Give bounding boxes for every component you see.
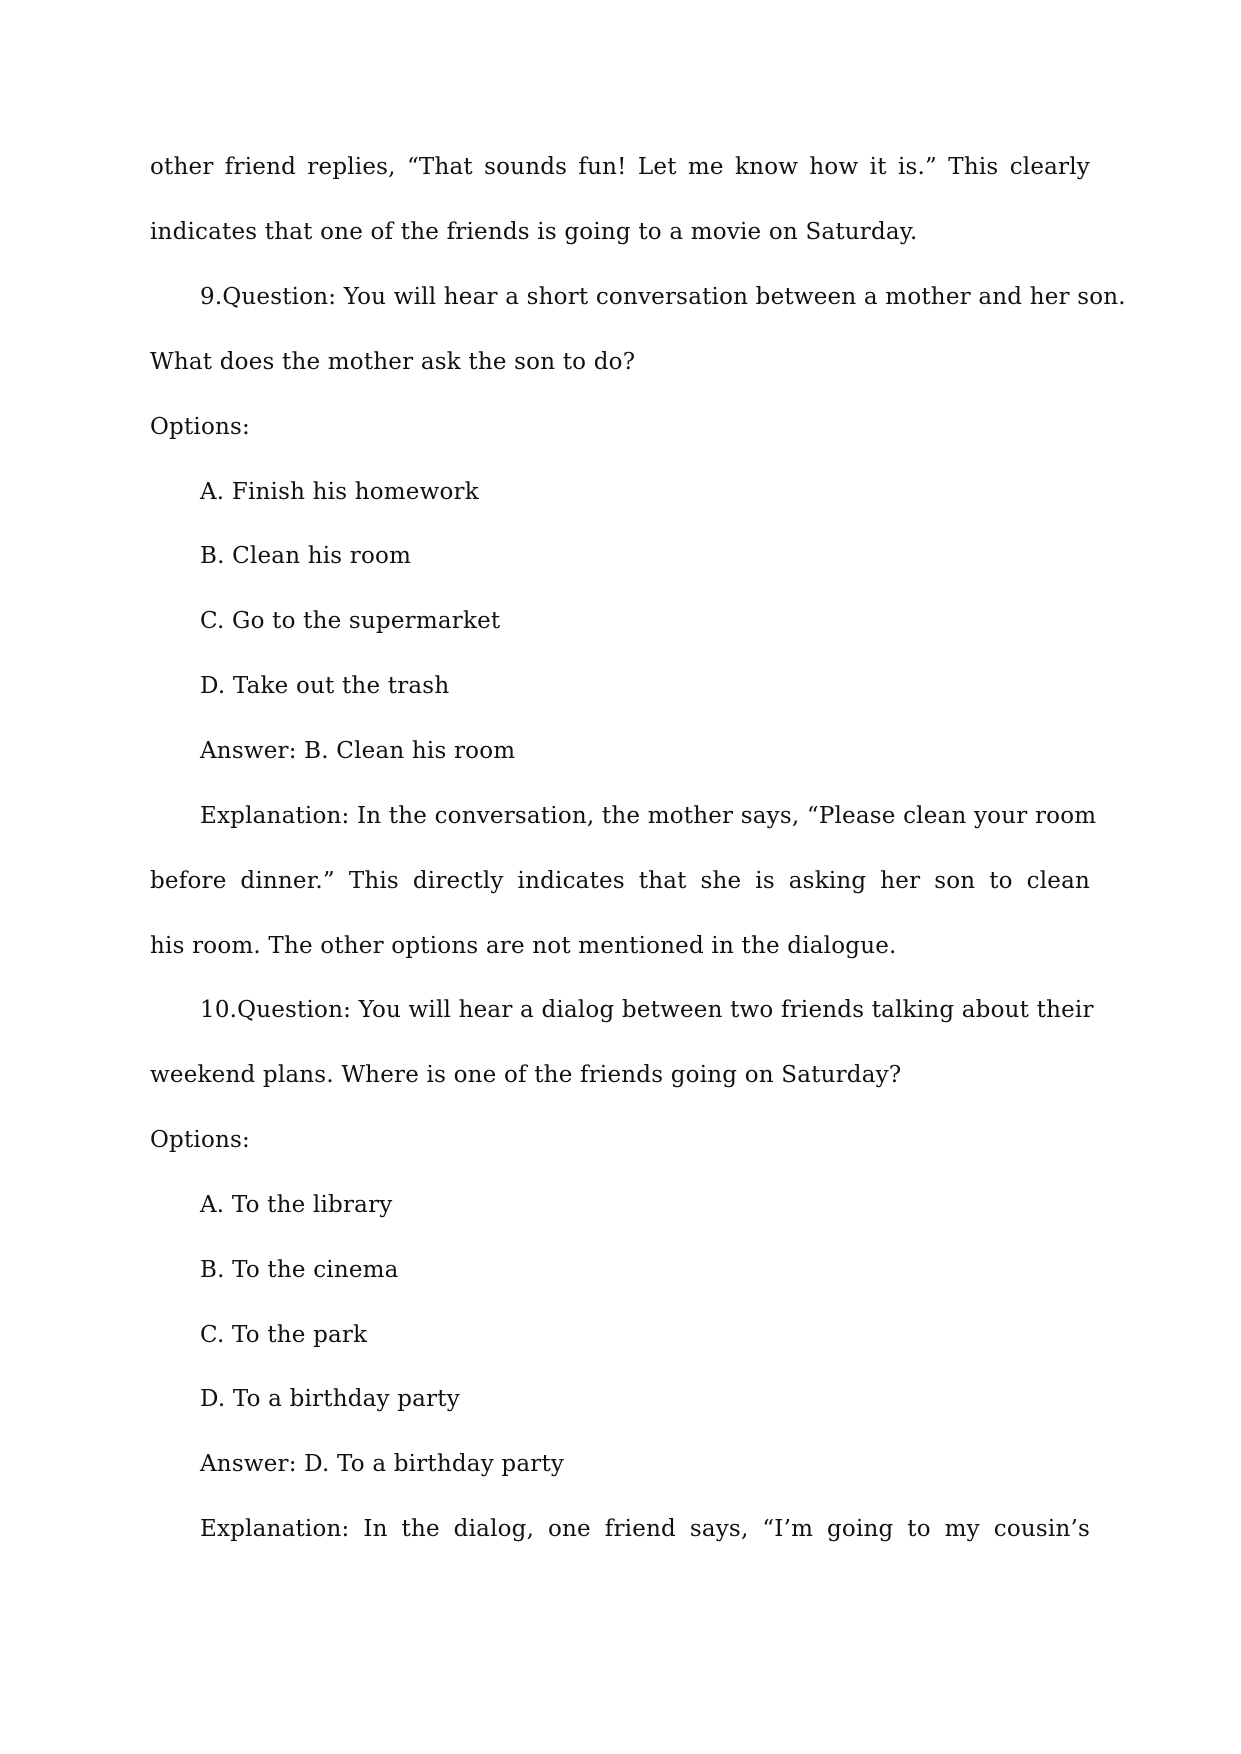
option-c: C. To the park [200, 1322, 368, 1348]
question-10-line: 10.Question: You will hear a dialog between two friends talking about their [200, 997, 1094, 1023]
explanation-line: before dinner.” This directly indicates that she is asking her son to clean [150, 868, 1090, 894]
question-10-line: weekend plans. Where is one of the friends going on Saturday? [150, 1062, 902, 1088]
explanation-line: Explanation: In the dialog, one friend says, “I’m going to my cousin’s [200, 1516, 1090, 1542]
options-label: Options: [150, 1127, 250, 1153]
option-b: B. Clean his room [200, 543, 412, 569]
option-c: C. Go to the supermarket [200, 608, 501, 634]
option-a: A. Finish his homework [200, 479, 479, 505]
explanation-line: Explanation: In the conversation, the mother says, “Please clean your room [200, 803, 1097, 829]
question-9-line: 9.Question: You will hear a short conversation between a mother and her son. [200, 284, 1126, 310]
paragraph-line: other friend replies, “That sounds fun! Let me know how it is.” This clearly [150, 154, 1090, 180]
paragraph-line: indicates that one of the friends is going to a movie on Saturday. [150, 219, 918, 245]
option-b: B. To the cinema [200, 1257, 399, 1283]
question-9-line: What does the mother ask the son to do? [150, 349, 636, 375]
option-d: D. To a birthday party [200, 1386, 460, 1412]
option-d: D. Take out the trash [200, 673, 450, 699]
answer-line: Answer: D. To a birthday party [200, 1451, 565, 1477]
answer-line: Answer: B. Clean his room [200, 738, 516, 764]
option-a: A. To the library [200, 1192, 393, 1218]
options-label: Options: [150, 414, 250, 440]
explanation-line: his room. The other options are not mentioned in the dialogue. [150, 933, 897, 959]
